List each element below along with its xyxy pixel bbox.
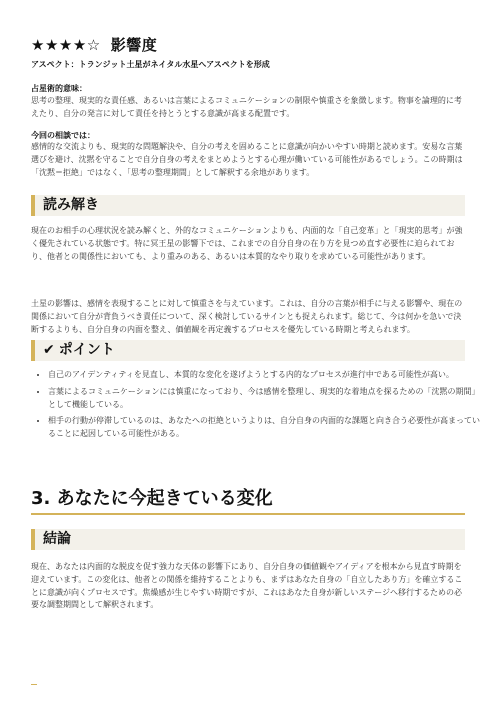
list-item: • 相手の行動が停滞しているのは、あなたへの拒絶というよりは、自分自身の内面的な課題と向き合う必要性が高まっていることに起因している可能性がある。 bbox=[48, 415, 482, 441]
list-item: • 言葉によるコミュニケーションには慎重になっており、今は感情を整理し、現実的な着地点を探るための「沈黙の期間」として機能している。 bbox=[48, 386, 482, 412]
reading-heading: 読み解き bbox=[31, 195, 465, 216]
section-divider bbox=[31, 513, 465, 515]
meaning-heading: 占星術的意味： bbox=[31, 84, 87, 93]
points-heading-label: ポイント bbox=[58, 342, 115, 358]
conclusion-text: 現在、あなたは内面的な脱皮を促す強力な天体の影響下にあり、自分自身の価値観やアイディアを根本から見直す時期を迎えています。この変化は、他者との関係を維持することよりも、まずはあなた自身の「自立したあり方」を確立することに意識が向くプロセスです。焦燥感が生じやすい時期ですが、これはあなた自身が新しいステージへ移行するための必要な調整期間として解釈されます。 bbox=[31, 562, 463, 610]
points-list bbox=[31, 369, 482, 445]
footer-mark bbox=[31, 684, 37, 685]
check-icon: ✔ bbox=[43, 342, 55, 358]
context-text: 感情的な交流よりも、現実的な問題解決や、自分の考えを固めることに意識が向かいやすい時期と読めます。安易な言葉選びを避け、沈黙を守ることで自分自身の考えをまとめようとする心理が働いている可能性があるでしょう。この時期は「沈黙＝拒絶」ではなく、「思考の整理期間」として解釈する余地があります。 bbox=[31, 142, 463, 177]
list-item: • 自己のアイデンティティを見直し、本質的な変化を遂げようとする内的なプロセスが進行中である可能性が高い。 bbox=[48, 369, 482, 382]
reading-paragraph-1: 現在のお相手の心理状況を読み解くと、外的なコミュニケーションよりも、内面的な「自己変革」と「現実的思考」が強く優先されている状態です。特に冥王星の影響下では、これまでの自分自身の在り方を見つめ直す必要性に迫られており、他者との関係性においても、より重みのある、あるいは本質的なやり取りを求めている可能性があります。 bbox=[31, 226, 463, 261]
context-heading: 今回の相談では： bbox=[31, 131, 95, 140]
reading-paragraph-2: 土星の影響は、感情を表現することに対して慎重さを与えています。これは、自分の言葉が相手に与える影響や、現在の関係において自分が背負うべき責任について、深く検討しているサインとも捉えられます。総じて、今は何かを急いで決断するよりも、自分自身の内面を整え、価値観を再定義するプロセスを優先している時期と考えられます。 bbox=[31, 299, 463, 334]
influence-label: 影響度 bbox=[110, 36, 158, 54]
section-title: 3. あなたに今起きている変化 bbox=[31, 488, 273, 509]
star-rating: ★★★★☆ bbox=[31, 36, 101, 54]
points-heading bbox=[31, 340, 465, 361]
meaning-text: 思考の整理、現実的な責任感、あるいは言葉によるコミュニケーションの制限や慎重さを象徴します。物事を論理的に考えたり、自分の発言に対して責任を持とうとする意識が高まる配置です。 bbox=[31, 96, 462, 118]
influence-rating bbox=[31, 34, 157, 55]
aspect-title: アスペクト：トランジット土星がネイタル水星へアスペクトを形成 bbox=[31, 60, 270, 69]
conclusion-heading: 結論 bbox=[31, 529, 465, 550]
